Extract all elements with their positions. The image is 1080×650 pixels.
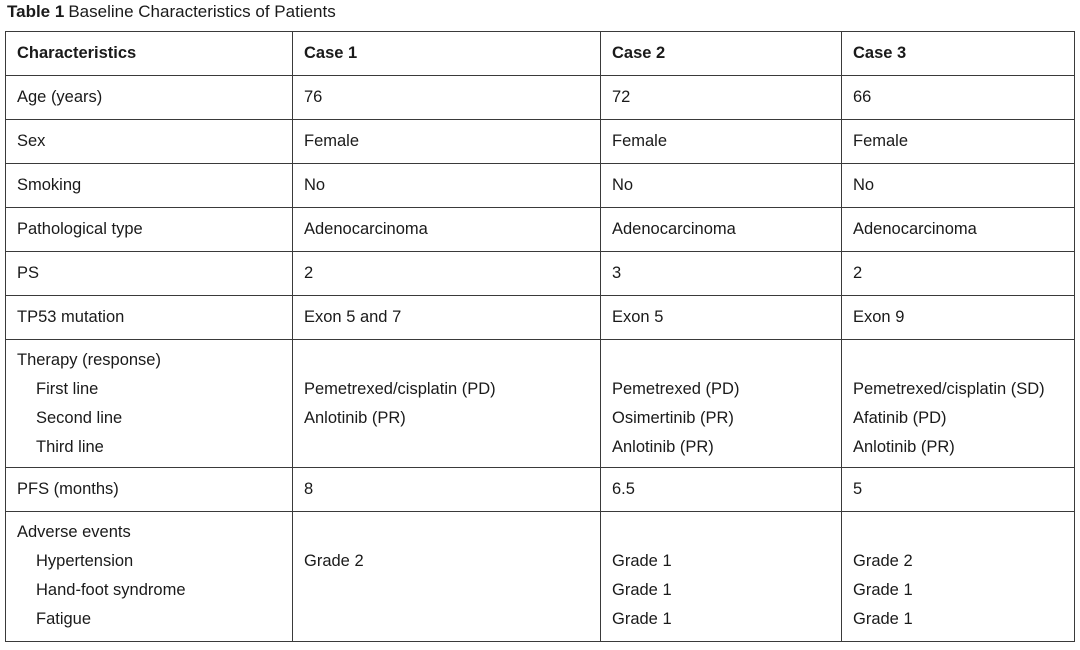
cell-case-1: No [293, 164, 601, 208]
cell-case-2: 3 [601, 252, 842, 296]
adverse-hand-foot-label: Hand-foot syndrome [36, 581, 186, 599]
cell-case-3: Female [842, 120, 1075, 164]
cell-case-3: 2 [842, 252, 1075, 296]
cell-case-2: 6.5 [601, 468, 842, 512]
table-row-pfs [6, 468, 1075, 512]
table-row-sex [6, 120, 1075, 164]
cell-case-3: No [842, 164, 1075, 208]
therapy-case-1-second: Anlotinib (PR) [304, 409, 406, 427]
table-row-age [6, 76, 1075, 120]
baseline-characteristics-table [5, 31, 1075, 642]
cell-case-2 [601, 340, 842, 468]
adverse-fatigue-label: Fatigue [36, 610, 92, 628]
table-row-adverse-events [6, 512, 1075, 642]
therapy-case-2-second: Osimertinib (PR) [612, 409, 734, 427]
row-label: Smoking [6, 164, 293, 208]
adverse-hypertension-label: Hypertension [36, 552, 134, 570]
table-caption-label: Table 1 [7, 2, 65, 21]
cell-case-3: Adenocarcinoma [842, 208, 1075, 252]
therapy-case-3-first: Pemetrexed/cisplatin (SD) [853, 380, 1045, 398]
adverse-case-3-hand-foot: Grade 1 [853, 581, 913, 599]
header-case-3: Case 3 [842, 32, 1075, 76]
row-label: TP53 mutation [6, 296, 293, 340]
adverse-case-2-hypertension: Grade 1 [612, 552, 672, 570]
table-caption [7, 1, 336, 23]
table-row-pathological-type [6, 208, 1075, 252]
header-case-2: Case 2 [601, 32, 842, 76]
row-label [6, 512, 293, 642]
row-label: Pathological type [6, 208, 293, 252]
cell-case-1: Female [293, 120, 601, 164]
cell-case-2 [601, 512, 842, 642]
therapy-case-3-third: Anlotinib (PR) [853, 438, 955, 456]
cell-case-1 [293, 340, 601, 468]
adverse-case-2-hand-foot: Grade 1 [612, 581, 672, 599]
cell-case-1: 8 [293, 468, 601, 512]
table-row-therapy [6, 340, 1075, 468]
cell-case-3: 5 [842, 468, 1075, 512]
therapy-label: Therapy (response) [17, 351, 161, 369]
adverse-case-3-fatigue: Grade 1 [853, 610, 913, 628]
table-row-ps [6, 252, 1075, 296]
table-row-smoking [6, 164, 1075, 208]
table-header-row [6, 32, 1075, 76]
row-label: PFS (months) [6, 468, 293, 512]
therapy-case-1-first: Pemetrexed/cisplatin (PD) [304, 380, 496, 398]
row-label: Age (years) [6, 76, 293, 120]
table-row-tp53-mutation [6, 296, 1075, 340]
cell-case-1: 2 [293, 252, 601, 296]
cell-case-1: Adenocarcinoma [293, 208, 601, 252]
cell-case-3: 66 [842, 76, 1075, 120]
therapy-case-2-third: Anlotinib (PR) [612, 438, 714, 456]
cell-case-1: Exon 5 and 7 [293, 296, 601, 340]
cell-case-3 [842, 340, 1075, 468]
cell-case-3 [842, 512, 1075, 642]
adverse-case-3-hypertension: Grade 2 [853, 552, 913, 570]
cell-case-2: Female [601, 120, 842, 164]
adverse-events-label: Adverse events [17, 523, 131, 541]
cell-case-1: 76 [293, 76, 601, 120]
adverse-case-2-fatigue: Grade 1 [612, 610, 672, 628]
table-caption-title: Baseline Characteristics of Patients [68, 2, 336, 21]
therapy-first-line-label: First line [36, 380, 99, 398]
adverse-case-1-hypertension: Grade 2 [304, 552, 364, 570]
cell-case-1 [293, 512, 601, 642]
therapy-second-line-label: Second line [36, 409, 123, 427]
row-label: PS [6, 252, 293, 296]
cell-case-3: Exon 9 [842, 296, 1075, 340]
cell-case-2: 72 [601, 76, 842, 120]
cell-case-2: No [601, 164, 842, 208]
header-case-1: Case 1 [293, 32, 601, 76]
therapy-third-line-label: Third line [36, 438, 104, 456]
row-label [6, 340, 293, 468]
cell-case-2: Adenocarcinoma [601, 208, 842, 252]
cell-case-2: Exon 5 [601, 296, 842, 340]
therapy-case-2-first: Pemetrexed (PD) [612, 380, 740, 398]
header-characteristics: Characteristics [6, 32, 293, 76]
row-label: Sex [6, 120, 293, 164]
therapy-case-3-second: Afatinib (PD) [853, 409, 947, 427]
